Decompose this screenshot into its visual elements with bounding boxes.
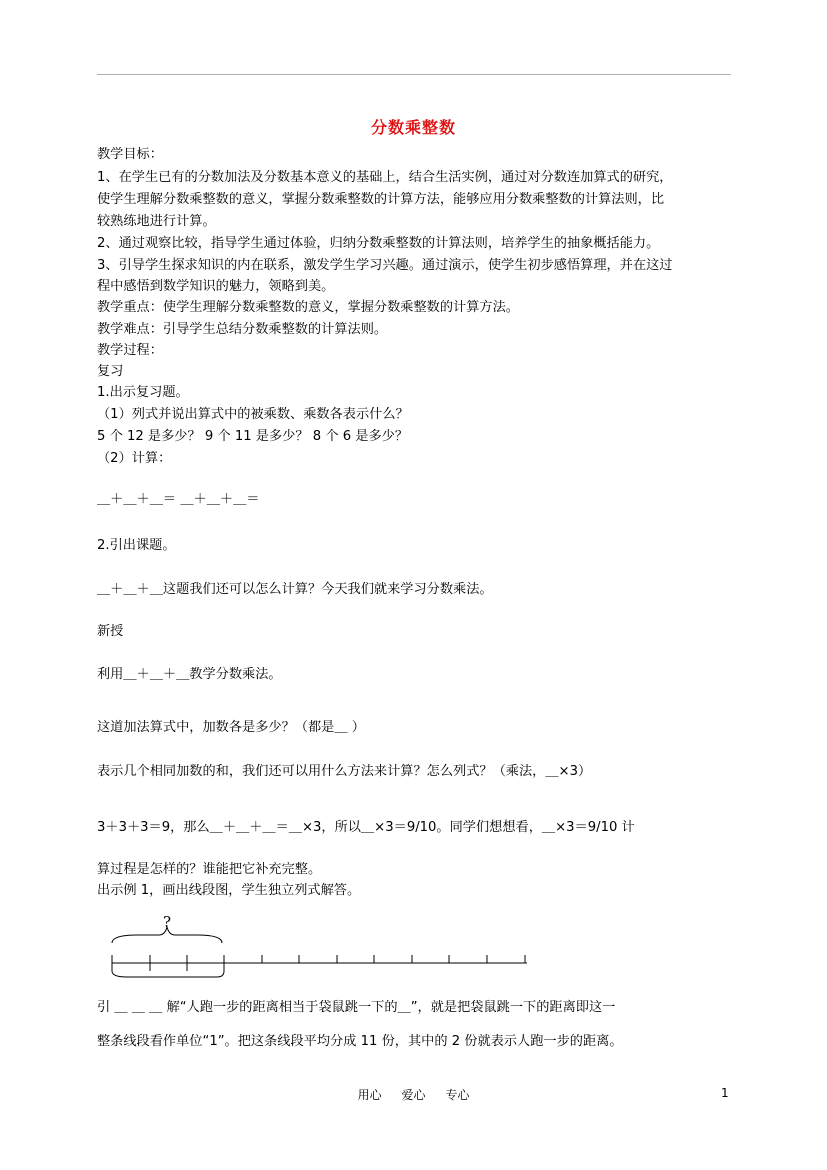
text-line: 教学过程： — [97, 343, 163, 358]
text-line: （1）列式并说出算式中的被乘数、乘数各表示什么？ — [97, 407, 409, 422]
analysis-line: 整条线段看作单位“1”。把这条线段平均分成 11 份，其中的 2 份就表示人跑一步的距离。 — [97, 1034, 623, 1049]
intro-text: ＿＋＿＋＿这题我们还可以怎么计算？今天我们就来学习分数乘法。 — [97, 582, 493, 597]
footer-item: 爱心 — [401, 1088, 426, 1102]
diagram-question-mark: ? — [163, 913, 172, 931]
text-line: 3、引导学生探求知识的内在联系，激发学生学习兴趣。通过演示，使学生初步感悟算理，并在这过 — [97, 258, 673, 273]
text-line: 较熟练地进行计算。 — [97, 214, 216, 229]
text-line: 复习 — [97, 364, 124, 379]
question-line: 3＋3＋3＝9，那么＿＋＿＋＿＝＿×3，所以＿×3＝9/10。同学们想想看，＿×3＝9/10 计 — [97, 820, 635, 835]
text-line: 教学重点：使学生理解分数乘整数的意义，掌握分数乘整数的计算方法。 — [97, 300, 519, 315]
text-line: 1、在学生已有的分数加法及分数基本意义的基础上，结合生活实例，通过对分数连加算式的研究， — [97, 170, 673, 185]
text-line: 5 个 12 是多少？ 9 个 11 是多少？ 8 个 6 是多少？ — [97, 429, 409, 444]
header-rule — [97, 74, 731, 75]
question-line: 表示几个相同加数的和，我们还可以用什么方法来计算？怎么列式？（乘法，＿×3） — [97, 764, 592, 779]
text-line: 利用＿＋＿＋＿教学分数乘法。 — [97, 667, 282, 682]
example-line: 出示例 1，画出线段图，学生独立列式解答。 — [97, 883, 361, 898]
page-number: 1 — [721, 1086, 729, 1100]
section-heading: 新授 — [97, 624, 124, 639]
text-line: 教学难点：引导学生总结分数乘整数的计算法则。 — [97, 322, 388, 337]
footer-item: 用心 — [357, 1088, 382, 1102]
calc-expression: ＿＋＿＋＿＝ ＿＋＿＋＿＝ — [97, 492, 260, 507]
question-line: 这道加法算式中，加数各是多少？（都是＿ ） — [97, 720, 365, 735]
text-line: 2、通过观察比较，指导学生通过体验，归纳分数乘整数的计算法则，培养学生的抽象概括能力。 — [97, 236, 660, 251]
intro-heading: 2.引出课题。 — [97, 538, 176, 553]
analysis-line: 引 ＿ ＿ ＿ 解“人跑一步的距离相当于袋鼠跳一下的＿”，就是把袋鼠跳一下的距离即这一 — [97, 1000, 616, 1015]
text-line: 1.出示复习题。 — [97, 385, 189, 400]
text-line: 程中感悟到数学知识的魅力，领略到美。 — [97, 279, 335, 294]
line-segment-diagram — [97, 905, 537, 985]
text-line: 使学生理解分数乘整数的意义，掌握分数乘整数的计算方法，能够应用分数乘整数的计算法则，比 — [97, 192, 665, 207]
question-line: 算过程是怎样的？谁能把它补充完整。 — [97, 862, 322, 877]
page-title: 分数乘整数 — [370, 118, 456, 137]
page-footer — [0, 1086, 827, 1103]
text-line: （2）计算： — [97, 451, 172, 466]
text-line: 教学目标： — [97, 147, 163, 162]
bottom-brace — [112, 971, 224, 977]
footer-item: 专心 — [445, 1088, 470, 1102]
